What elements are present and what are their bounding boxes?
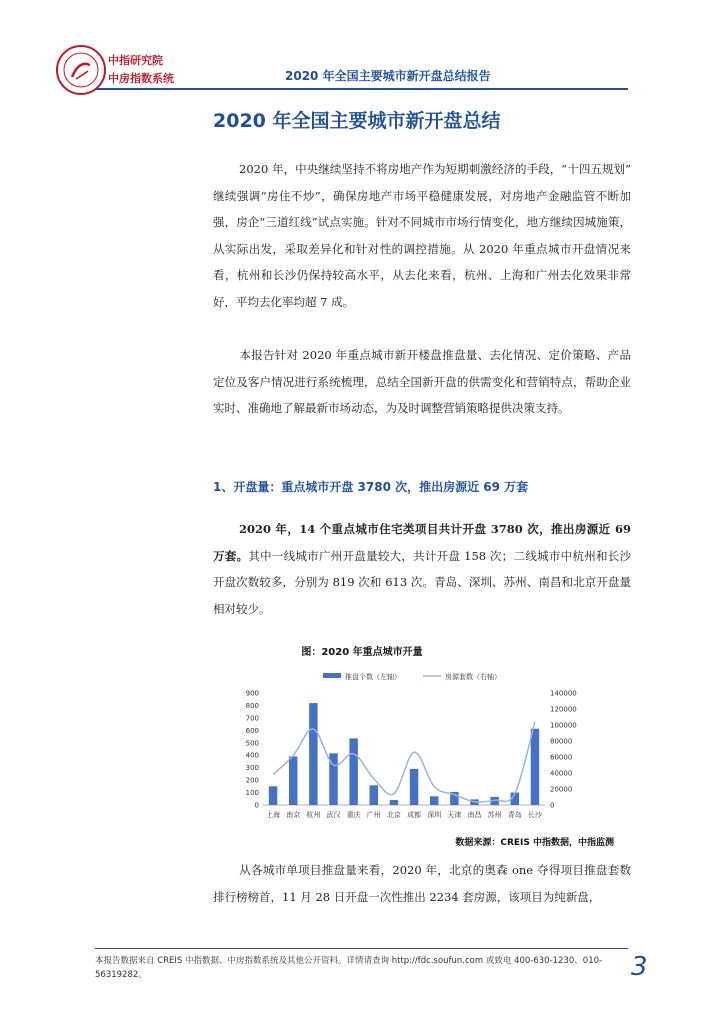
chart-bar bbox=[269, 786, 277, 805]
intro-paragraph bbox=[213, 156, 631, 315]
institute-name: 中指研究院 bbox=[108, 54, 163, 67]
x-tick-label: 长沙 bbox=[527, 811, 542, 819]
page-header bbox=[0, 0, 724, 100]
y-left-tick-label: 300 bbox=[245, 764, 259, 773]
footer-note: 本报告数据来自 CREIS 中指数据、中房指数系统及其他公开资料。详情请查询 http://fdc.soufun.com 或致电 400-630-1230、010-56319282。 bbox=[95, 956, 603, 980]
y-right-tick-label: 80000 bbox=[550, 737, 573, 746]
y-left-tick-label: 600 bbox=[245, 726, 259, 735]
project-paragraph bbox=[213, 857, 631, 910]
y-right-tick-label: 0 bbox=[550, 801, 555, 810]
chart-bar bbox=[289, 756, 297, 805]
x-tick-label: 武汉 bbox=[326, 811, 341, 819]
y-right-tick-label: 20000 bbox=[550, 785, 573, 794]
y-left-tick-label: 900 bbox=[245, 689, 259, 698]
header-divider bbox=[95, 88, 628, 90]
report-title: 2020 年全国主要城市新开盘总结报告 bbox=[285, 69, 491, 83]
chart-bar bbox=[531, 729, 539, 805]
y-left-tick-label: 700 bbox=[245, 714, 259, 723]
chart-bar bbox=[349, 738, 357, 805]
y-left-tick-label: 100 bbox=[245, 789, 259, 798]
y-right-tick-label: 60000 bbox=[550, 753, 573, 762]
chart-source: 数据来源：CREIS 中指数据，中指监测 bbox=[455, 838, 614, 848]
legend-bar-swatch bbox=[323, 673, 341, 678]
summary-paragraph bbox=[213, 516, 631, 622]
y-right-tick-label: 120000 bbox=[550, 705, 577, 714]
y-left-tick-label: 500 bbox=[245, 739, 259, 748]
institute-subname: 中房指数系统 bbox=[108, 72, 174, 85]
legend-line-label: 房源套数（右轴） bbox=[445, 673, 501, 681]
x-tick-label: 上海 bbox=[266, 811, 281, 819]
y-right-tick-label: 140000 bbox=[550, 689, 577, 698]
y-right-tick-label: 100000 bbox=[550, 721, 577, 730]
project-text: 从各城市单项目推盘量来看，2020 年，北京的奥森 one 夺得项目推盘套数排行榜榜首，11 月 28 日开盘一次性推出 2234 套房源，该项目为纯新盘， bbox=[213, 863, 631, 904]
y-left-tick-label: 0 bbox=[254, 801, 259, 810]
chart-bar bbox=[370, 785, 378, 805]
x-tick-label: 深圳 bbox=[427, 811, 442, 819]
scope-paragraph bbox=[213, 342, 631, 422]
x-tick-label: 青岛 bbox=[507, 811, 522, 819]
chart-title: 图：2020 年重点城市开量 bbox=[301, 647, 423, 658]
y-left-tick-label: 400 bbox=[245, 751, 259, 760]
summary-text: 其中一线城市广州开盘量较大，共计开盘 158 次；二线城市中杭州和长沙开盘次数较多，分别为 819 次和 613 次。青岛、深圳、苏州、南昌和北京开盘量相对较少。 bbox=[213, 548, 632, 616]
legend-bar-label: 推盘个数（左轴） bbox=[345, 673, 401, 681]
chart-bar bbox=[390, 800, 398, 805]
y-left-tick-label: 800 bbox=[245, 701, 259, 710]
page-title: 2020 年全国主要城市新开盘总结 bbox=[213, 110, 501, 132]
x-tick-label: 北京 bbox=[386, 811, 401, 819]
x-tick-label: 天津 bbox=[447, 811, 462, 819]
section-heading: 1、开盘量：重点城市开盘 3780 次，推出房源近 69 万套 bbox=[213, 480, 529, 494]
scope-text: 本报告针对 2020 年重点城市新开楼盘推盘量、去化情况、定价策略、产品定位及客户情况进行系统梳理，总结全国新开盘的供需变化和营销特点，帮助企业实时、准确地了解最新市场动态，为及时调整营销策略提供决策支持。 bbox=[213, 348, 631, 415]
x-tick-label: 杭州 bbox=[306, 811, 321, 819]
x-tick-label: 南京 bbox=[286, 811, 301, 819]
summary-bold-text: 2020 年，14 个重点城市住宅类项目共计开盘 3780 次，推出房源近 69 万套。 bbox=[213, 522, 631, 563]
chart-bar bbox=[410, 769, 418, 805]
opening-volume-chart bbox=[225, 660, 577, 830]
y-right-tick-label: 40000 bbox=[550, 769, 573, 778]
x-tick-label: 成都 bbox=[407, 811, 422, 819]
intro-text: 2020 年，中央继续坚持不将房地产作为短期刺激经济的手段，“十四五规划” 继续强调“房住不炒”，确保房地产市场平稳健康发展，对房地产金融监管不断加强，房企“三道红线”试点实施。针对不同城市市场行情变化，地方继续因城施策，从实际出发，采取差异化和针对性的调控措施。从 2020 年重点城市开盘情况来看，杭州和长沙仍保持较高水平，从去化来看，杭州、上海和广州去化效果非常好，平均去化率均超 7 成。 bbox=[213, 162, 631, 309]
page-number: 3 bbox=[631, 952, 648, 982]
x-tick-label: 苏州 bbox=[487, 811, 502, 819]
y-left-tick-label: 200 bbox=[245, 776, 259, 785]
footer-divider bbox=[95, 948, 628, 949]
x-tick-label: 广州 bbox=[366, 811, 381, 819]
chart-bar bbox=[430, 796, 438, 805]
chart-bar bbox=[309, 703, 317, 805]
x-tick-label: 南昌 bbox=[467, 811, 482, 819]
x-tick-label: 重庆 bbox=[346, 811, 361, 819]
